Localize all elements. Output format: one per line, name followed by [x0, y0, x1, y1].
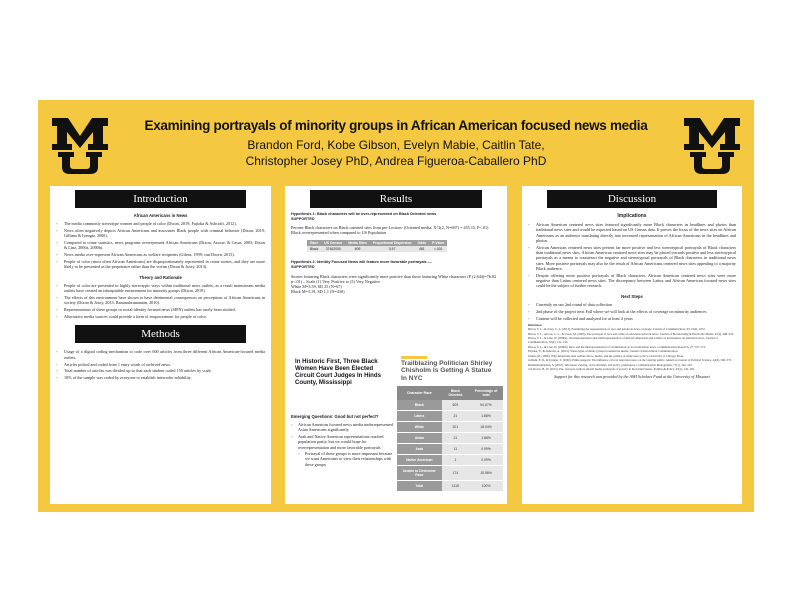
result-text: [285, 225, 507, 236]
hypothesis-2: [285, 260, 507, 270]
list-item: ◦ People of color (most often African Americans) are disproportionately represented in crime stories, and they are more likely to be presented as the perpetrator rather than the victim (Dixon & Josey, 2013).: [56, 259, 265, 270]
list-item: ◦ Despite offering more positive portrayals of Black characters, African American centered news sites were more negative than Latinx centered news sites. The discrepancy between Latinx and African American focused news sites could be the subject of further research.: [528, 273, 736, 289]
column-header: Race: [307, 240, 321, 246]
bullet-list: [50, 283, 271, 320]
author-line: Christopher Josey PhD, Andrea Figueroa-Caballero PhD: [245, 154, 547, 168]
table-cell: 201: [442, 422, 469, 433]
reference-item: van Doorn, B. W. (2015). Pre- and post-welfare reform media portrayals of poverty in the United States. Politics & Policy, 43(1), 142–162.: [528, 367, 695, 372]
list-item: ◦ Portrayal of these groups is more important because we want Americans to view their relationships with these groups: [291, 451, 393, 467]
table-cell: Black: [307, 246, 321, 252]
table-row: [397, 422, 503, 433]
news-headline-text: Trailblazing Politician Shirley Chisholm Is Getting A Statue In NYC: [401, 360, 493, 382]
bullet-list: [50, 349, 271, 380]
column-header: Odds: [414, 240, 429, 246]
news-headline-text: In Historic First, Three Black Women Have Been Elected Circuit Court Judges In Hinds County, Mississippi: [295, 358, 381, 386]
list-item: ◦ News media over-represent African Americans as welfare recipients (Gilens, 1999; van Doorn, 2015).: [56, 252, 265, 257]
university-logo-icon: [50, 114, 110, 174]
table-cell: 1115: [442, 481, 469, 492]
column-header: P-Value: [429, 240, 447, 246]
table-cell: 15.56%: [469, 466, 503, 481]
hypothesis-status: SUPPORTED: [291, 264, 315, 269]
list-item: ◦ Representations of these groups in social identity focused news (SIFN) outlets has rarely been studied.: [56, 307, 265, 312]
list-item: ◦ Alternative media sources could provide a form of empowerment for people of color.: [56, 314, 265, 319]
list-item: ◦ People of color are presented in highly stereotypic ways within traditional news outlets; as a result mainstream media outlets have created an inhospitable environment for minority groups (Dixon, 2019).: [56, 283, 265, 294]
list-item: ◦ 2nd phase of the project next Fall where we will look at the effects of coverage on minority audiences: [528, 309, 736, 314]
table-cell: Native American: [397, 455, 442, 466]
column-header: Proportional Dispersion: [370, 240, 415, 246]
list-item: ◦ Currently on our 2nd round of data collection: [528, 302, 736, 307]
section-subheading: African Americans in News: [133, 213, 188, 218]
table-cell: 11: [442, 444, 469, 455]
table-cell: 174: [442, 466, 469, 481]
result-line: Black overrepresented when compared to US Population: [291, 230, 387, 236]
table-cell: 21: [442, 411, 469, 422]
table-cell: 1: [442, 455, 469, 466]
list-item: ◦ The effects of this environment have shown to have detrimental consequences on perceptions of African Americans in society (Dixon & Josey, 2013; Ramasubramanian, 2010).: [56, 295, 265, 306]
references: [522, 324, 742, 372]
table-row: [397, 455, 503, 466]
discussion-heading: Discussion: [547, 190, 717, 208]
hypothesis-text: Hypothesis 2: Identity Focused News will feature more favorable portrayals —: [291, 259, 432, 264]
reference-item: Dixon, T. L., Azocar, C. L., & Casas, M. (2003). The portrayal of race and crime on television network news. Journal of Broadcasting & Electronic Media, 47(4), 498–523.: [528, 331, 734, 336]
list-item: ◦ 10% of the sample was coded by everyone to establish intercoder reliability.: [56, 375, 265, 380]
reference-item: Ramasubramanian, S. (2010). Television viewing, racial attitudes, and policy preferences. Communication Monographs, 77(1), 102–120.: [528, 362, 693, 367]
census-table: [307, 240, 447, 252]
news-headline-image: [291, 356, 391, 414]
table-cell: Latinx: [397, 411, 442, 422]
table-cell: 21: [442, 433, 469, 444]
references-heading: References: [528, 322, 542, 327]
table-cell: <.001: [429, 246, 447, 252]
hypothesis-status: SUPPORTED: [291, 217, 315, 221]
table-cell: Arab: [397, 444, 442, 455]
character-race-table: [397, 386, 503, 492]
bullet-list: [291, 422, 393, 467]
bullet-list: [50, 221, 271, 270]
table-row: [397, 481, 503, 492]
left-column: [50, 186, 271, 504]
bullet-list: [522, 222, 742, 289]
funding-note: Support for this research was provided by the ASH Scholars Fund at the University of Missouri: [553, 374, 711, 380]
section-subheading: Implications: [617, 213, 647, 219]
table-cell: 481: [414, 246, 429, 252]
list-item: ◦ African American centered news sites featured significantly more Black characters in headlines and photos than traditional news sites and would be expected based on US Census data. It proves the focus of the news sites on African Americans as an audience translating directly into increased representation of African Americans in the headlines and photos.: [528, 222, 736, 243]
right-column: [522, 186, 742, 504]
reference-item: Dixon, T. L., & Josey, C. L. (2013). Examining the representation of race and gender in news coverage. Journal of Communication, 63, 1045–1072.: [528, 327, 706, 332]
table-cell: 1.88%: [469, 411, 503, 422]
column-header: Percentage of total: [469, 386, 503, 400]
column-header: Character Race: [397, 386, 442, 400]
list-item: ◦ Compared to crime statistics, news programs overrepresent African Americans (Dixon, Azocar, & Casas, 2003; Dixon & Linz, 2000a, 2000b).: [56, 240, 265, 251]
section-subheading: Next Steps: [621, 293, 643, 299]
table-row: [397, 400, 503, 411]
table-cell: 609: [442, 400, 469, 411]
bullet-list: [522, 302, 742, 321]
list-item: ◦ Arab and Native American representations reached population parity, but we would hope for overrepresentation and more favorable portrayals: [291, 434, 393, 450]
table-cell: 54.67%: [469, 400, 503, 411]
table-cell: Black: [397, 400, 442, 411]
column-header: Black Oriented: [442, 386, 469, 400]
table-row: [397, 466, 503, 481]
emerging-questions: [291, 414, 393, 468]
table-row: [397, 444, 503, 455]
table-cell: Asian: [397, 433, 442, 444]
reference-item: Gilliam, F. D., & Iyengar, S. (2000). Prime suspects: The influence of local television news on the viewing public. American Journal of Political Science, 44(3), 560–573.: [528, 358, 732, 363]
table-cell: Total: [397, 481, 442, 492]
table-cell: 0.99%: [469, 444, 503, 455]
reference-item: Dixon, T. L., & Linz, D. (2000b). Race and the misrepresentation of victimization on local television news. Communication Research, 27, 547–573.: [528, 344, 706, 349]
list-item: ◦ The media commonly stereotype women and people of color (Dixon, 2019; Fujioka & Ashcraft, 2012).: [56, 221, 265, 226]
methods-heading: Methods: [75, 325, 246, 343]
table-cell: White: [397, 422, 442, 433]
hypothesis-text: Hypothesis 1: Black characters will be over-represented on Black Oriented news: [291, 212, 437, 216]
author-list: [128, 137, 664, 169]
list-item: ◦ News often negatively depicts African Americans and associates Black people with criminal behavior (Dixon, 2019; Gilliam & Iyengar, 2000).: [56, 228, 265, 239]
list-item: ◦ Total number of articles was divided up so that each student coded 150 articles by scale.: [56, 368, 265, 373]
poster-title: Examining portrayals of minority groups in African American focused news media: [144, 118, 648, 133]
table-cell: 0.09%: [469, 455, 503, 466]
result-line: Black M=3.19, SD 1.1 (N=430): [291, 289, 345, 295]
table-cell: 609: [345, 246, 370, 252]
table-header-row: [397, 386, 503, 400]
middle-column: [285, 186, 507, 504]
table-cell: Unable to Determine Race: [397, 466, 442, 481]
author-line: Brandon Ford, Kobe Gibson, Evelyn Mabie, Caitlin Tate,: [247, 138, 545, 152]
university-logo-icon: [682, 114, 742, 174]
table-cell: 1.88%: [469, 433, 503, 444]
reference-item: Gilens, M. (1999). Why Americans hate welfare: Race, media, and the politics of antipoverty policy. University of Chicago Press.: [528, 353, 684, 358]
list-item: ◦ African American focused news media underrepresented Asian Americans significantly: [291, 422, 393, 433]
column-header: Media Sites: [345, 240, 370, 246]
hypothesis-1: [285, 212, 507, 222]
results-heading: Results: [310, 190, 482, 208]
table-cell: 18.04%: [469, 422, 503, 433]
result-line: White M=3.59, SD 25 (N=67): [291, 284, 342, 290]
reference-item: Fujioka, Y., & Ashcraft, A. (2012). Stereotypes of ethnic groups in American media. Journal of Intercultural Communication.: [528, 349, 679, 354]
list-item: ◦ African American centered news sites present far more positive and less stereotypical portrayals of Black characters than traditional news sites. African American centered news sites may be placed towards positive and less stereotypical portrayals as a means to counteract the negative and stereotypical portrayals of Black characters in traditional news sites. More positive portrayals may also be the result of African Americans centered news sites appealing to a majority Black audience.: [528, 245, 736, 271]
table-cell: 37462000: [321, 246, 345, 252]
poster: [38, 100, 754, 512]
list-item: ◦ Usage of a digital coding mechanism to code over 600 articles from three different African American-focused media outlets.: [56, 349, 265, 360]
introduction-heading: Introduction: [75, 190, 246, 208]
table-row: [307, 246, 447, 252]
section-subheading: Theory and Rationale: [139, 274, 182, 280]
reference-item: Dixon, T. L., & Linz, D. (2000a). Overrepresentation and underrepresentation of African Americans and Latinos as lawbreakers on television news. Journal of Communication, 50(2), 131–154.: [528, 336, 718, 345]
column-header: US Census: [321, 240, 345, 246]
result-text: [285, 274, 507, 295]
table-row: [397, 433, 503, 444]
table-cell: 0.57: [370, 246, 415, 252]
news-headline-image: [397, 354, 501, 384]
table-cell: 100%: [469, 481, 503, 492]
result-line: Stories featuring Black characters were significantly more positive than those featuring White characters (F (2,644)=76.02 p<.01) – Scale (1) Very Positive to (5) Very Negative: [291, 273, 497, 284]
result-line: Percent Black characters on Black oriented sites from pre-Lection- (Oriented media, X^2(2, N=667) = 455.15, P<.01): [291, 225, 489, 230]
list-item: ◦ Articles picked and coded from 1 entry worth of archived news.: [56, 362, 265, 367]
table-row: [397, 411, 503, 422]
list-item: ◦ Content will be collected and analyzed for at least 4 years: [528, 316, 736, 321]
emerging-questions-heading: Emerging Questions: Good but not perfect?: [291, 414, 379, 419]
